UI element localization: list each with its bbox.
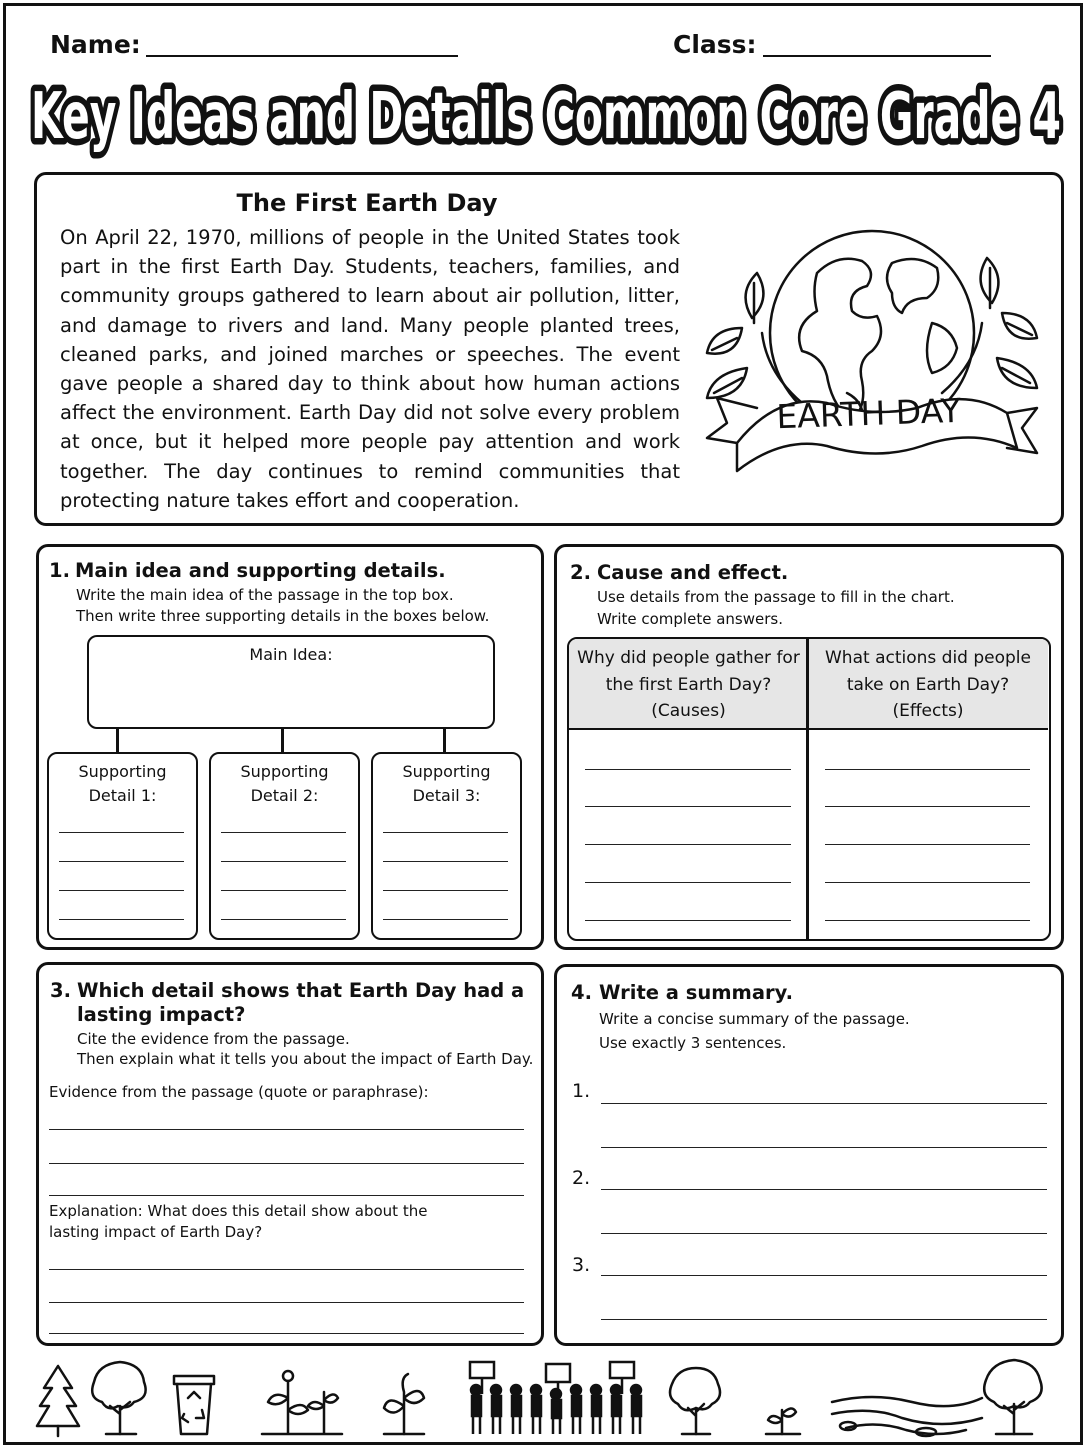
summary-line[interactable] [601, 1147, 1047, 1148]
flowers-icon [262, 1371, 342, 1434]
q1-instruction-1: Write the main idea of the passage in the top box. [76, 586, 454, 604]
connector [116, 727, 119, 753]
effect-line[interactable] [825, 769, 1030, 770]
tree-icon [670, 1368, 720, 1434]
class-field[interactable] [763, 55, 991, 57]
detail-label: Supporting [78, 762, 167, 781]
supporting-detail-1-box[interactable] [47, 752, 198, 940]
answer-line[interactable] [221, 832, 346, 833]
seedling-icon [384, 1374, 424, 1434]
earth-day-illustration [697, 203, 1047, 483]
header [50, 28, 1040, 68]
answer-line[interactable] [59, 832, 184, 833]
sprout-icon [766, 1408, 800, 1434]
q1-instruction-2: Then write three supporting details in the boxes below. [76, 607, 490, 625]
detail-label: Detail 3: [412, 786, 481, 805]
q2-number: 2. [570, 561, 591, 584]
evidence-line[interactable] [49, 1129, 524, 1130]
answer-line[interactable] [383, 861, 508, 862]
river-icon [832, 1397, 982, 1436]
q3-number: 3. [50, 979, 71, 1002]
effect-line[interactable] [825, 844, 1030, 845]
earth-day-banner-text: EARTH DAY [775, 390, 962, 437]
evidence-line[interactable] [49, 1195, 524, 1196]
effects-header: What actions did people take on Earth Day? (Effects) [808, 639, 1048, 730]
effect-line[interactable] [825, 882, 1030, 883]
detail-label: Detail 2: [250, 786, 319, 805]
answer-line[interactable] [383, 890, 508, 891]
cause-line[interactable] [585, 844, 791, 845]
answer-line[interactable] [383, 919, 508, 920]
q2-instruction-2: Write complete answers. [597, 610, 783, 628]
evidence-label: Evidence from the passage (quote or paraphrase): [49, 1083, 429, 1101]
q3-instruction-2: Then explain what it tells you about the impact of Earth Day. [77, 1050, 534, 1068]
pine-tree-icon [37, 1366, 79, 1436]
passage-title: The First Earth Day [236, 189, 498, 217]
title-text: Key Ideas and Details Common Core Grade 4 [31, 80, 1061, 154]
summary-line[interactable] [601, 1233, 1047, 1234]
q3-title-line-2: lasting impact? [77, 1003, 246, 1026]
effect-line[interactable] [825, 806, 1030, 807]
cause-line[interactable] [585, 806, 791, 807]
passage-box [34, 172, 1064, 526]
name-field[interactable] [146, 55, 458, 57]
answer-line[interactable] [221, 890, 346, 891]
main-idea-label: Main Idea: [249, 645, 333, 664]
connector [443, 727, 446, 753]
summary-line[interactable] [601, 1319, 1047, 1320]
worksheet-page [3, 3, 1083, 1445]
q4-instruction-1: Write a concise summary of the passage. [599, 1010, 910, 1028]
detail-label: Supporting [402, 762, 491, 781]
chart-divider [806, 639, 809, 939]
tree-icon [984, 1360, 1041, 1434]
q3-instruction-1: Cite the evidence from the passage. [77, 1030, 350, 1048]
question-3-box [36, 962, 544, 1346]
detail-label: Supporting [240, 762, 329, 781]
worksheet-title [6, 66, 1086, 166]
marchers-icon [470, 1362, 641, 1434]
summary-line[interactable] [601, 1189, 1047, 1190]
summary-line[interactable] [601, 1103, 1047, 1104]
q2-title: Cause and effect. [597, 561, 789, 584]
answer-line[interactable] [59, 861, 184, 862]
causes-header: Why did people gather for the first Earth Day? (Causes) [569, 639, 808, 730]
recycle-bin-icon [174, 1376, 214, 1434]
q1-title: Main idea and supporting details. [75, 559, 446, 582]
detail-label: Detail 1: [88, 786, 157, 805]
answer-line[interactable] [59, 919, 184, 920]
explanation-line[interactable] [49, 1333, 524, 1334]
cause-effect-chart [567, 637, 1051, 941]
cause-line[interactable] [585, 920, 791, 921]
explanation-label-1: Explanation: What does this detail show about the [49, 1202, 428, 1220]
question-4-box [554, 964, 1064, 1346]
question-2-box [554, 544, 1064, 950]
class-label: Class: [673, 30, 757, 59]
summary-line[interactable] [601, 1275, 1047, 1276]
explanation-line[interactable] [49, 1302, 524, 1303]
connector [281, 727, 284, 753]
cause-line[interactable] [585, 769, 791, 770]
answer-line[interactable] [221, 919, 346, 920]
q1-number: 1. [49, 559, 70, 582]
q4-title: Write a summary. [599, 981, 793, 1004]
q2-instruction-1: Use details from the passage to fill in the chart. [597, 588, 955, 606]
q4-number: 4. [571, 981, 592, 1004]
supporting-detail-3-box[interactable] [371, 752, 522, 940]
q3-title-line-1: Which detail shows that Earth Day had a [77, 979, 525, 1002]
question-1-box [36, 544, 544, 950]
tree-icon [92, 1362, 145, 1434]
effect-line[interactable] [825, 920, 1030, 921]
explanation-line[interactable] [49, 1269, 524, 1270]
answer-line[interactable] [221, 861, 346, 862]
footer-icons [26, 1358, 1066, 1438]
name-label: Name: [50, 30, 141, 59]
cause-line[interactable] [585, 882, 791, 883]
answer-line[interactable] [59, 890, 184, 891]
answer-line[interactable] [383, 832, 508, 833]
summary-number-1: 1. [572, 1080, 591, 1102]
summary-number-2: 2. [572, 1167, 591, 1189]
main-idea-box[interactable] [87, 635, 495, 729]
passage-text: On April 22, 1970, millions of people in the United States took part in the first Earth Day. Students, teachers, families, and community groups gathered to learn about air pollution, litter, and damage to rivers and land. Many people planted trees, cleaned parks, and joined marches or speeches. The event gave people a shared day to think about how human actions affect the environment. Earth Day did not solve every problem at once, but it helped more people pay attention and work together. The day continues to remind communities that protecting nature takes effort and cooperation. [60, 226, 680, 512]
summary-number-3: 3. [572, 1254, 591, 1276]
supporting-detail-2-box[interactable] [209, 752, 360, 940]
explanation-label-2: lasting impact of Earth Day? [49, 1223, 263, 1241]
q4-instruction-2: Use exactly 3 sentences. [599, 1034, 787, 1052]
evidence-line[interactable] [49, 1163, 524, 1164]
